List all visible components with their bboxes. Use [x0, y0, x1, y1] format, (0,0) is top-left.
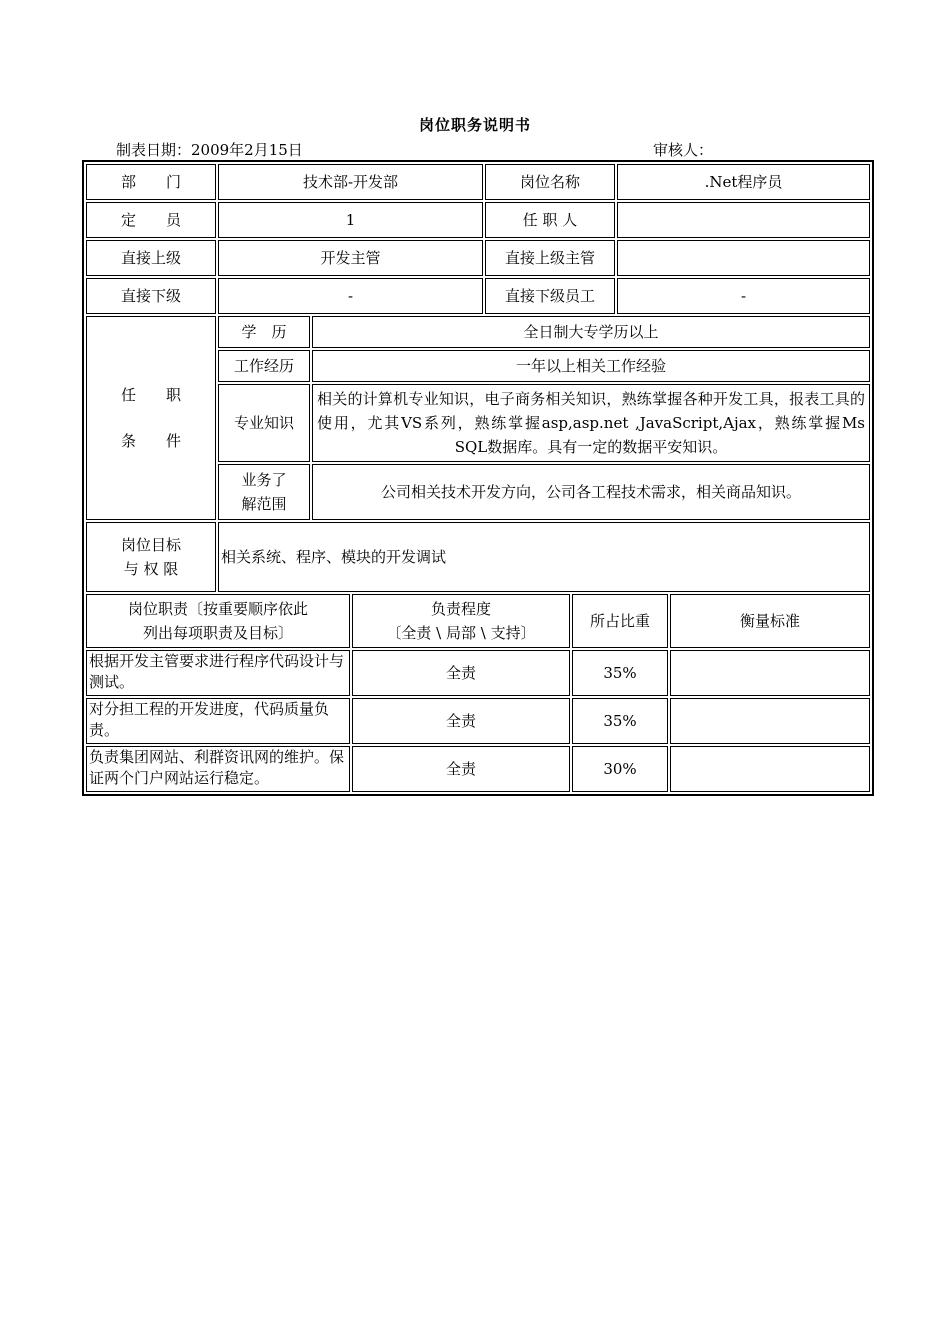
- dept-label: 部 门: [86, 164, 216, 200]
- experience-value: 一年以上相关工作经验: [312, 350, 870, 382]
- duties-header-degree-line-1: 负责程度: [430, 600, 491, 618]
- business-label-line-1: 业务了: [241, 471, 287, 489]
- holder-label: 任 职 人: [485, 202, 615, 238]
- goal-label-line-2: 与 权 限: [123, 560, 179, 578]
- education-label: 学 历: [218, 316, 310, 348]
- subordinate-value: -: [218, 278, 483, 314]
- duty-text: 根据开发主管要求进行程序代码设计与测试。: [86, 650, 350, 696]
- reviewer-label: 审核人：: [653, 141, 714, 159]
- superior-value: 开发主管: [218, 240, 483, 276]
- duties-header-standard: 衡量标准: [670, 594, 870, 648]
- post-name-label: 岗位名称: [485, 164, 615, 200]
- document-title: 岗位职务说明书: [418, 116, 531, 134]
- goal-value: 相关系统、程序、模块的开发调试: [218, 522, 870, 592]
- duty-degree: 全责: [352, 650, 570, 696]
- goal-label: [86, 522, 216, 592]
- duty-text: 对分担工程的开发进度，代码质量负责。: [86, 698, 350, 744]
- duty-weight: 35%: [572, 650, 668, 696]
- duty-standard: [670, 698, 870, 744]
- knowledge-value: 相关的计算机专业知识，电子商务相关知识，熟练掌握各种开发工具，报表工具的使用，尤其VS系列，熟练掌握asp,asp.net ,JavaScript,Ajax，熟练掌握Ms SQL数据库。具有一定的数据平安知识。: [312, 384, 870, 462]
- superior-label: 直接上级: [86, 240, 216, 276]
- dept-value: 技术部-开发部: [218, 164, 483, 200]
- duties-table: [84, 592, 872, 794]
- duty-text: 负责集团网站、利群资讯网的维护。保证两个门户网站运行稳定。: [86, 746, 350, 792]
- experience-label: 工作经历: [218, 350, 310, 382]
- duty-standard: [670, 650, 870, 696]
- duties-header-degree: [352, 594, 570, 648]
- holder-value: [617, 202, 870, 238]
- duties-header-duty-line-2: 列出每项职责及目标〕: [142, 624, 293, 642]
- duties-header-duty: [86, 594, 350, 648]
- duty-standard: [670, 746, 870, 792]
- duty-row: [86, 746, 870, 792]
- requirements-group-label: [86, 316, 216, 520]
- post-name-value: .Net程序员: [617, 164, 870, 200]
- superior-mgr-label: 直接上级主管: [485, 240, 615, 276]
- subordinate-label: 直接下级: [86, 278, 216, 314]
- duties-header-weight: 所占比重: [572, 594, 668, 648]
- subordinate-staff-value: -: [617, 278, 870, 314]
- business-value: 公司相关技术开发方向，公司各工程技术需求，相关商品知识。: [312, 464, 870, 520]
- job-description-form: [82, 160, 874, 796]
- duty-degree: 全责: [352, 746, 570, 792]
- requirements-label-line-1: 任 职: [120, 386, 181, 404]
- basic-info-table: [84, 162, 872, 316]
- requirements-table: [84, 314, 872, 522]
- duties-header-degree-line-2: 〔全责 \ 局部 \ 支持〕: [386, 624, 536, 642]
- goal-table: [84, 520, 872, 594]
- duties-header-duty-line-1: 岗位职责〔按重要顺序依此: [127, 600, 308, 618]
- duty-degree: 全责: [352, 698, 570, 744]
- date-label: 制表日期：2009年2月15日: [116, 141, 303, 159]
- goal-label-line-1: 岗位目标: [120, 536, 181, 554]
- requirements-label-line-2: 条 件: [120, 432, 181, 450]
- business-label-line-2: 解范围: [241, 495, 287, 513]
- staff-value: 1: [218, 202, 483, 238]
- superior-mgr-value: [617, 240, 870, 276]
- business-label: [218, 464, 310, 520]
- duty-weight: 35%: [572, 698, 668, 744]
- duty-row: [86, 650, 870, 696]
- education-value: 全日制大专学历以上: [312, 316, 870, 348]
- staff-label: 定 员: [86, 202, 216, 238]
- duty-row: [86, 698, 870, 744]
- duty-weight: 30%: [572, 746, 668, 792]
- knowledge-label: 专业知识: [218, 384, 310, 462]
- subordinate-staff-label: 直接下级员工: [485, 278, 615, 314]
